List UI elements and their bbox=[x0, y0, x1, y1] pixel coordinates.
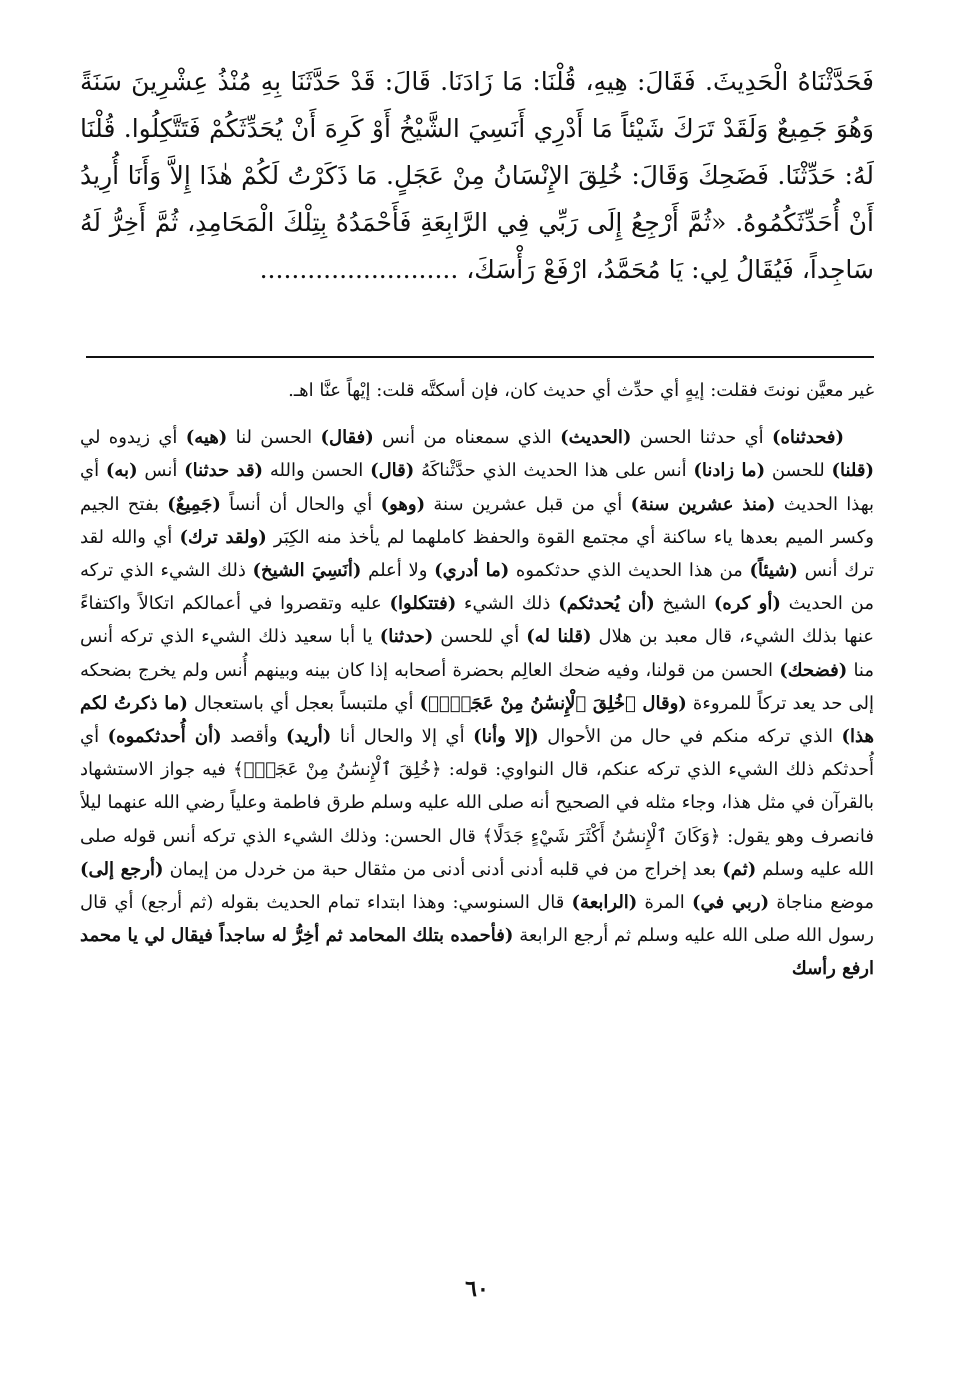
commentary-keyword: (قلنا له) bbox=[526, 626, 592, 648]
commentary-keyword: (منذ عشرين سنة) bbox=[630, 493, 776, 515]
commentary-keyword: (به) bbox=[105, 460, 138, 482]
commentary-text: أي زيدوه لي bbox=[80, 427, 186, 449]
commentary-text: المرة bbox=[637, 892, 693, 914]
commentary-keyword: (أرجع إلى) bbox=[80, 858, 164, 880]
footnote-divider bbox=[86, 356, 874, 358]
commentary-keyword: (فأحمده بتلك المحامد ثم أخِرُّ له ساجداً فيقال لي يا محمد ارفع رأسك bbox=[80, 925, 874, 980]
commentary-keyword: (هيه) bbox=[185, 427, 228, 449]
commentary-text: أي حدثنا الحسن bbox=[631, 427, 772, 449]
commentary-section bbox=[80, 374, 874, 1274]
commentary-text: ذلك الشيء الذي تركه من الحديث bbox=[80, 560, 874, 615]
commentary-keyword: (أن يُحدثكم) bbox=[558, 593, 655, 615]
commentary-keyword: (قال) bbox=[370, 460, 415, 482]
commentary-text: أي إلا والحال أنا bbox=[331, 726, 474, 748]
commentary-keyword: (الرابعة) bbox=[571, 892, 638, 914]
commentary-keyword: (ما أدري) bbox=[434, 560, 510, 582]
document-page bbox=[80, 58, 874, 1328]
commentary-text: أي ملتبساً بعجل أي باستعجال bbox=[187, 692, 420, 714]
commentary-keyword: (ما ذكرتُ لكم هذا) bbox=[80, 692, 874, 748]
commentary-keyword: (فضحك) bbox=[779, 659, 848, 681]
commentary-text: بفتح الجيم وكسر الميم بعدها ياء ساكنة أي مجتمع القوة والحفظ كاملهما لم يأخذ منه الكِبَر bbox=[80, 493, 874, 548]
commentary-keyword: (فحدثناه) bbox=[771, 427, 845, 449]
commentary-keyword: (ما زادنا) bbox=[693, 460, 766, 482]
commentary-text: الحسن والله bbox=[263, 460, 371, 482]
commentary-text: أي أُحدثكم ذلك الشيء الذي تركه عنكم، قال النواوي: قوله: ﴿خُلِقَ ٱلْإِنسَٰنُ مِنْ عَجَلٍۚ﴾ فيه جواز الاستشهاد بالقرآن في مثل هذا، وجاء مثله في الصحيح أنه صلى الله عليه وسلم طرق فاطمة وعلياً رضي الله عنهما ليلاً فانصرف وهو يقول: ﴿وَكَانَ ٱلْإِنسَٰنُ أَكْثَرَ شَيْءٍ جَدَلًا﴾ قال الحسن: وذلك الشيء الذي تركه أنس قوله صلى الله عليه وسلم bbox=[80, 726, 874, 880]
commentary-keyword: (قلنا) bbox=[831, 460, 874, 482]
commentary-text: الحسن من قولنا، وفيه ضحك العالِم بحضرة أصحابه إذا كان بينه وبينهم أُنس ولم يخرج بضحكه إلى حد يعد تركاً للمروءة bbox=[80, 659, 874, 714]
commentary-text: أي والحال أن أنساً bbox=[220, 493, 381, 515]
hadith-main-text: فَحَدَّثْنَاهُ الْحَدِيثَ. فَقَالَ: هِيهِ، قُلْنَا: مَا زَادَنَا. قَالَ: قَدْ حَدَّثَنَا بِهِ مُنْذُ عِشْرِينَ سَنَةً وَهُوَ جَمِيعٌ وَلَقَدْ تَرَكَ شَيْئاً مَا أَدْرِي أَنَسِيَ الشَّيْخُ أَوْ كَرِهَ أَنْ يُحَدِّثَكُمْ فَتَتَّكِلُوا. قُلْنَا لَهُ: حَدِّثْنَا. فَضَحِكَ وَقَالَ: خُلِقَ الإِنْسَانُ مِنْ عَجَلٍ. مَا ذَكَرْتُ لَكُمْ هٰذَا إِلاَّ وَأَنَا أُرِيدُ أَنْ أُحَدِّثَكُمُوهُ. «ثُمَّ أَرْجِعُ إِلَى رَبِّي فِي الرَّابِعَةِ فَأَحْمَدُهُ بِتِلْكَ الْمَحَامِدِ، ثُمَّ أَخِرُّ لَهُ سَاجِداً، فَيُقَالُ لِي: يَا مُحَمَّدُ، ارْفَعْ رَأْسَكَ، ......................... bbox=[80, 67, 874, 284]
commentary-text: أي والله لقد ترك أنس bbox=[80, 526, 874, 582]
commentary-text: أي من قبل عشرين سنة bbox=[425, 493, 631, 515]
commentary-text: موضع مناجاة bbox=[769, 892, 874, 914]
commentary-keyword: (أريد) bbox=[286, 726, 332, 748]
commentary-text: من هذا الحديث الذي حدثكموه bbox=[509, 560, 750, 582]
commentary-keyword: (جَمِيعٌ) bbox=[167, 493, 221, 515]
commentary-keyword: (حدثنا) bbox=[379, 626, 434, 648]
commentary-keyword: (أن أُحدثكموه) bbox=[107, 726, 222, 748]
commentary-text: ولا أعلم bbox=[361, 560, 435, 582]
commentary-keyword: (فقال) bbox=[320, 427, 374, 449]
commentary-keyword: (ربي في) bbox=[692, 892, 770, 914]
commentary-text: عليه وتقصروا في أعمالكم اتكالاً واكتفاءً عنها بذلك الشيء، قال معبد بن هلال bbox=[80, 593, 874, 648]
commentary-text: قال السنوسي: وهذا ابتداء تمام الحديث بقوله (ثم أرجع) أي قال رسول الله صلى الله عليه وسلم ثم أرجع الرابعة bbox=[80, 892, 874, 947]
commentary-text: يا أبا سعيد ذلك الشيء الذي تركه أنس منا bbox=[80, 626, 874, 681]
commentary-keyword: (أنَسِيَ الشيخ) bbox=[252, 560, 362, 582]
commentary-keyword: (أو كره) bbox=[713, 593, 781, 615]
commentary-text: الذي سمعناه من أنس bbox=[373, 427, 561, 449]
page-number: ٦٠ bbox=[465, 1276, 489, 1302]
commentary-keyword: (شيئاً) bbox=[749, 560, 798, 582]
commentary-keyword: (ولقد ترك) bbox=[179, 526, 267, 548]
commentary-keyword: (الحديث) bbox=[560, 427, 632, 449]
commentary-carryover-line: غير معيَّن نونتَ فقلت: إيهٍ أي حدِّث أي حديث كان، فإن أسكتَّه قلت: إيْهاً عنَّا اهـ. bbox=[288, 380, 874, 401]
commentary-text: أنس bbox=[137, 460, 185, 482]
commentary-keyword: (وهو) bbox=[380, 493, 426, 515]
commentary-text: للحسن bbox=[765, 460, 832, 482]
commentary-text: ذلك الشيء bbox=[456, 593, 559, 615]
commentary-keyword: (ثم) bbox=[722, 858, 757, 880]
commentary-keyword: (وقال ﴿خُلِقَ ٱلْإِنسَٰنُ مِنْ عَجَلٍۚ﴾) bbox=[419, 692, 687, 714]
commentary-text: الحسن لنا bbox=[227, 427, 321, 449]
commentary-keyword: (فتتكلوا) bbox=[389, 593, 457, 615]
commentary-text: الشيخ bbox=[654, 593, 714, 615]
commentary-text: أنس على هذا الحديث الذي حدَّثْناكَهُ bbox=[414, 460, 694, 482]
commentary-keyword: (إلا وأنا) bbox=[473, 726, 539, 748]
commentary-text: بعد إخراج من في قلبه أدنى أدنى أدنى من مثقال حبة من خردل من إيمان bbox=[163, 858, 723, 880]
commentary-text: أي بهذا الحديث bbox=[80, 460, 874, 515]
commentary-text: أي للحسن bbox=[433, 626, 527, 648]
commentary-keyword: (قد حدثنا) bbox=[184, 460, 264, 482]
commentary-text: وأقصد bbox=[221, 726, 287, 748]
commentary-paragraph bbox=[80, 421, 874, 985]
commentary-text: الذي تركه منكم في حال من الأحوال bbox=[538, 726, 842, 748]
